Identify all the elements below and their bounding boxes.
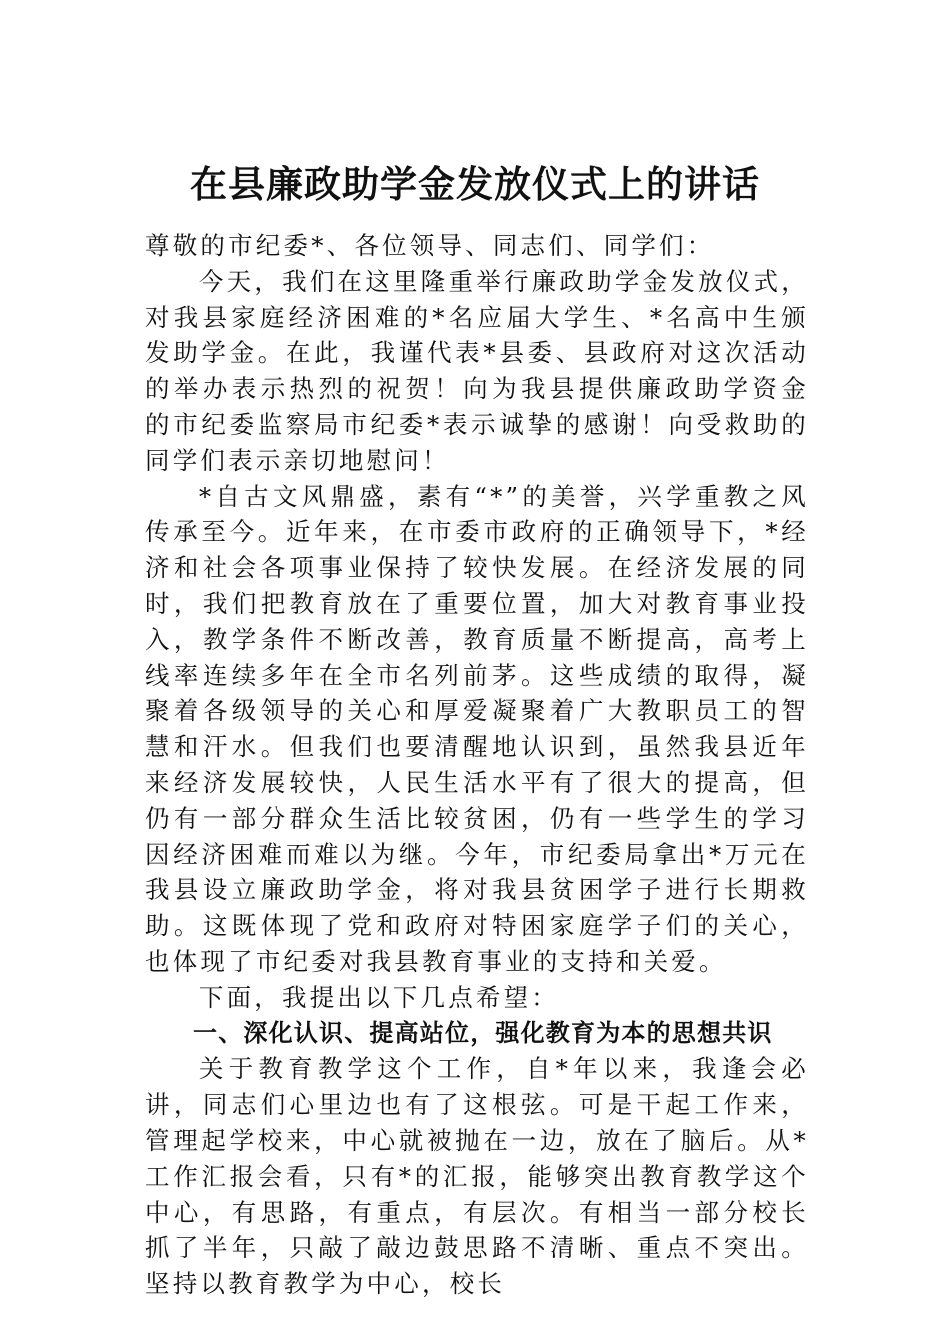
section-paragraph: 关于教育教学这个工作，自*年以来，我逢会必讲，同志们心里边也有了这根弦。可是干起工作来，管理起学校来，中心就被抛在一边，放在了脑后。从*工作汇报会看，只有*的汇报，能够突出教育教学这个中心，有思路，有重点，有层次。有相当一部分校长抓了半年，只敲了敲边鼓思路不清晰、重点不突出。坚持以教育教学为中心，校长 — [145, 1054, 809, 1299]
paragraph-opening: 今天，我们在这里隆重举行廉政助学金发放仪式，对我县家庭经济困难的*名应届大学生、*名高中生颁发助学金。在此，我谨代表*县委、县政府对这次活动的举办表示热烈的祝贺！向为我县提供廉政助学资金的市纪委监察局市纪委*表示诚挚的感谢！向受救助的同学们表示亲切地慰问！ — [145, 266, 809, 475]
paragraph-background: *自古文风鼎盛，素有“*”的美誉，兴学重教之风传承至今。近年来，在市委市政府的正确领导下，*经济和社会各项事业保持了较快发展。在经济发展的同时，我们把教育放在了重要位置，加大对教育事业投入，教学条件不断改善，教育质量不断提高，高考上线率连续多年在全市名列前茅。这些成绩的取得，凝聚着各级领导的关心和厚爱凝聚着广大教职员工的智慧和汗水。但我们也要清醒地认识到，虽然我县近年来经济发展较快，人民生活水平有了很大的提高，但仍有一部分群众生活比较贫困，仍有一些学生的学习因经济困难而难以为继。今年，市纪委局拿出*万元在我县设立廉政助学金，将对我县贫困学子进行长期救助。这既体现了党和政府对特困家庭学子们的关心，也体现了市纪委对我县教育事业的支持和关爱。 — [145, 481, 809, 976]
paragraph-transition: 下面，我提出以下几点希望： — [198, 982, 559, 1012]
section-heading: 一、深化认识、提高站位，强化教育为本的思想共识 — [193, 1018, 773, 1047]
document-title: 在县廉政助学金发放仪式上的讲话 — [190, 162, 760, 206]
document-body — [145, 228, 809, 1302]
salutation: 尊敬的市纪委*、各位领导、同志们、同学们： — [145, 231, 715, 260]
